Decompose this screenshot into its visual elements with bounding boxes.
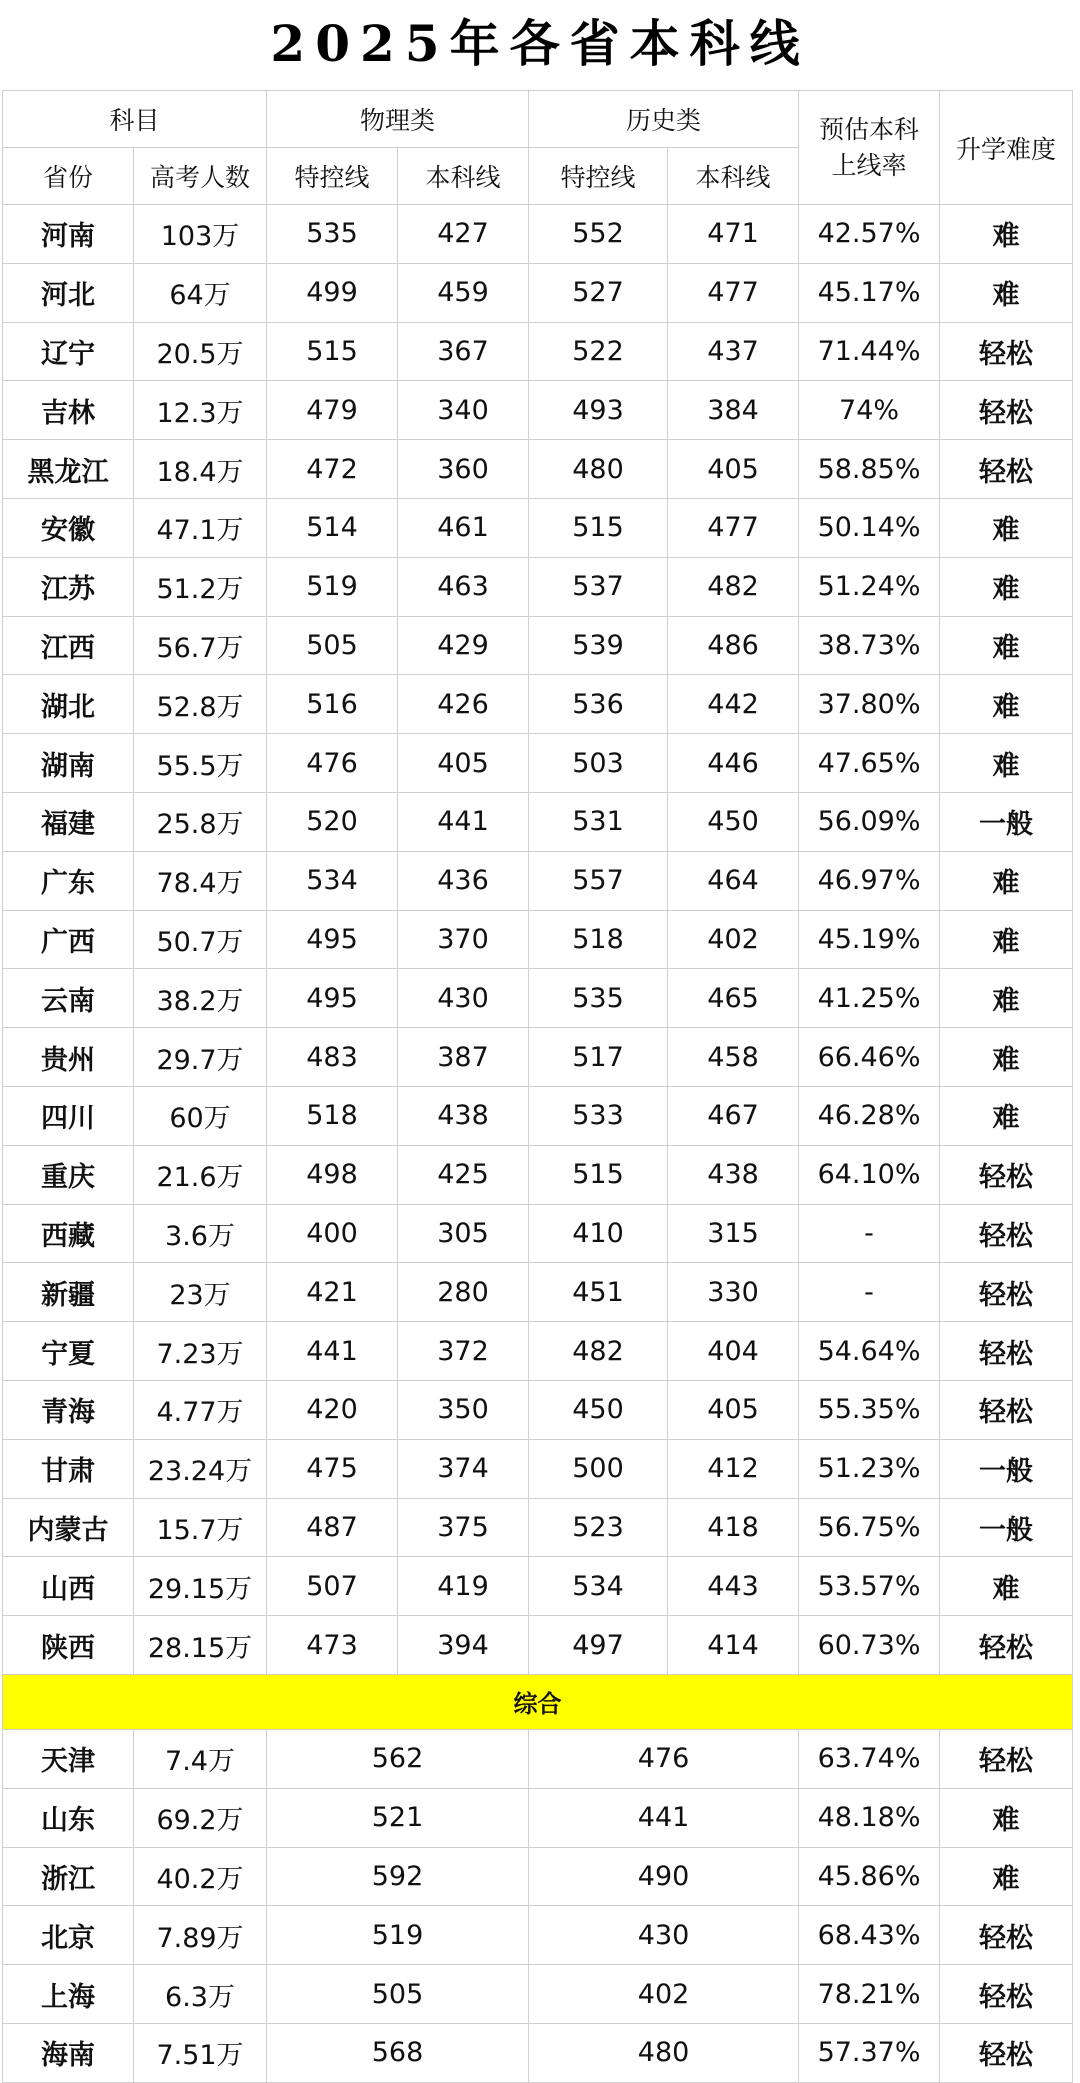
physics-special-cell: 535 [267, 205, 398, 264]
header-examinees: 高考人数 [134, 148, 267, 205]
province-cell: 北京 [3, 1906, 134, 1965]
physics-line-cell: 340 [398, 381, 529, 440]
table-row [3, 1380, 1073, 1439]
province-cell: 福建 [3, 792, 134, 851]
physics-line-cell: 375 [398, 1498, 529, 1557]
examinees-cell: 20.5万 [134, 322, 267, 381]
history-line-cell: 467 [668, 1086, 799, 1145]
examinees-cell: 38.2万 [134, 969, 267, 1028]
history-line-cell: 418 [668, 1498, 799, 1557]
physics-line-cell: 394 [398, 1616, 529, 1675]
header-physics-special: 特控线 [267, 148, 398, 205]
province-cell: 黑龙江 [3, 440, 134, 499]
physics-special-cell: 519 [267, 557, 398, 616]
examinees-cell: 6.3万 [134, 1965, 267, 2024]
rate-cell: 48.18% [799, 1788, 940, 1847]
rate-cell: 46.97% [799, 851, 940, 910]
history-special-cell: 535 [529, 969, 668, 1028]
table-row [3, 1906, 1073, 1965]
physics-line-cell: 405 [398, 734, 529, 793]
table-row [3, 1729, 1073, 1788]
difficulty-cell: 一般 [940, 1498, 1073, 1557]
history-special-cell: 517 [529, 1028, 668, 1087]
header-rate [799, 91, 940, 205]
history-special-cell: 503 [529, 734, 668, 793]
physics-line-cell: 427 [398, 205, 529, 264]
province-cell: 宁夏 [3, 1322, 134, 1381]
combined-section-row [3, 1674, 1073, 1729]
physics-line-cell: 367 [398, 322, 529, 381]
rate-cell: 64.10% [799, 1145, 940, 1204]
physics-special-cell: 514 [267, 498, 398, 557]
examinees-cell: 21.6万 [134, 1145, 267, 1204]
combined-special-cell: 562 [267, 1729, 529, 1788]
history-line-cell: 486 [668, 616, 799, 675]
difficulty-cell: 轻松 [940, 1380, 1073, 1439]
physics-special-cell: 518 [267, 1086, 398, 1145]
difficulty-cell: 轻松 [940, 2023, 1073, 2082]
difficulty-cell: 难 [940, 1788, 1073, 1847]
province-cell: 辽宁 [3, 322, 134, 381]
difficulty-cell: 一般 [940, 792, 1073, 851]
history-special-cell: 515 [529, 498, 668, 557]
physics-special-cell: 441 [267, 1322, 398, 1381]
table-row [3, 1204, 1073, 1263]
difficulty-cell: 难 [940, 851, 1073, 910]
physics-line-cell: 370 [398, 910, 529, 969]
examinees-cell: 69.2万 [134, 1788, 267, 1847]
physics-special-cell: 487 [267, 1498, 398, 1557]
physics-special-cell: 520 [267, 792, 398, 851]
combined-section-label: 综合 [3, 1674, 1073, 1729]
province-cell: 吉林 [3, 381, 134, 440]
history-special-cell: 515 [529, 1145, 668, 1204]
province-cell: 四川 [3, 1086, 134, 1145]
province-cell: 山西 [3, 1557, 134, 1616]
rate-cell: 53.57% [799, 1557, 940, 1616]
table-row [3, 1788, 1073, 1847]
table-row [3, 557, 1073, 616]
physics-line-cell: 459 [398, 263, 529, 322]
province-cell: 河北 [3, 263, 134, 322]
history-special-cell: 493 [529, 381, 668, 440]
province-cell: 新疆 [3, 1263, 134, 1322]
rate-cell: 56.09% [799, 792, 940, 851]
examinees-cell: 60万 [134, 1086, 267, 1145]
table-row [3, 2023, 1073, 2082]
physics-line-cell: 305 [398, 1204, 529, 1263]
header-history-special: 特控线 [529, 148, 668, 205]
examinees-cell: 7.23万 [134, 1322, 267, 1381]
examinees-cell: 28.15万 [134, 1616, 267, 1675]
history-special-cell: 537 [529, 557, 668, 616]
physics-special-cell: 420 [267, 1380, 398, 1439]
history-line-cell: 482 [668, 557, 799, 616]
difficulty-cell: 难 [940, 969, 1073, 1028]
examinees-cell: 3.6万 [134, 1204, 267, 1263]
combined-line-cell: 476 [529, 1729, 799, 1788]
physics-special-cell: 476 [267, 734, 398, 793]
rate-cell: 63.74% [799, 1729, 940, 1788]
examinees-cell: 51.2万 [134, 557, 267, 616]
difficulty-cell: 难 [940, 675, 1073, 734]
history-special-cell: 482 [529, 1322, 668, 1381]
province-cell: 贵州 [3, 1028, 134, 1087]
rate-cell: 51.24% [799, 557, 940, 616]
physics-special-cell: 473 [267, 1616, 398, 1675]
combined-special-cell: 505 [267, 1965, 529, 2024]
examinees-cell: 64万 [134, 263, 267, 322]
physics-line-cell: 387 [398, 1028, 529, 1087]
rate-cell: 57.37% [799, 2023, 940, 2082]
history-line-cell: 384 [668, 381, 799, 440]
physics-special-cell: 495 [267, 969, 398, 1028]
province-cell: 安徽 [3, 498, 134, 557]
table-row [3, 1145, 1073, 1204]
province-cell: 陕西 [3, 1616, 134, 1675]
history-line-cell: 315 [668, 1204, 799, 1263]
history-special-cell: 533 [529, 1086, 668, 1145]
physics-special-cell: 515 [267, 322, 398, 381]
difficulty-cell: 难 [940, 1086, 1073, 1145]
province-cell: 江西 [3, 616, 134, 675]
combined-line-cell: 430 [529, 1906, 799, 1965]
physics-line-cell: 280 [398, 1263, 529, 1322]
history-special-cell: 527 [529, 263, 668, 322]
combined-special-cell: 592 [267, 1847, 529, 1906]
header-history-line: 本科线 [668, 148, 799, 205]
table-row [3, 1086, 1073, 1145]
examinees-cell: 50.7万 [134, 910, 267, 969]
table-row [3, 675, 1073, 734]
examinees-cell: 18.4万 [134, 440, 267, 499]
physics-line-cell: 425 [398, 1145, 529, 1204]
rate-cell: 66.46% [799, 1028, 940, 1087]
physics-special-cell: 400 [267, 1204, 398, 1263]
rate-cell: - [799, 1204, 940, 1263]
province-cell: 青海 [3, 1380, 134, 1439]
table-row [3, 1616, 1073, 1675]
history-line-cell: 330 [668, 1263, 799, 1322]
header-physics: 物理类 [267, 91, 529, 148]
history-line-cell: 464 [668, 851, 799, 910]
table-row [3, 1498, 1073, 1557]
physics-line-cell: 419 [398, 1557, 529, 1616]
history-line-cell: 446 [668, 734, 799, 793]
difficulty-cell: 难 [940, 734, 1073, 793]
table-row [3, 1965, 1073, 2024]
history-line-cell: 405 [668, 1380, 799, 1439]
table-row [3, 792, 1073, 851]
difficulty-cell: 轻松 [940, 1145, 1073, 1204]
physics-special-cell: 483 [267, 1028, 398, 1087]
examinees-cell: 52.8万 [134, 675, 267, 734]
combined-line-cell: 490 [529, 1847, 799, 1906]
difficulty-cell: 难 [940, 498, 1073, 557]
history-special-cell: 518 [529, 910, 668, 969]
difficulty-cell: 轻松 [940, 440, 1073, 499]
examinees-cell: 29.7万 [134, 1028, 267, 1087]
difficulty-cell: 轻松 [940, 322, 1073, 381]
combined-line-cell: 441 [529, 1788, 799, 1847]
table-row [3, 1263, 1073, 1322]
examinees-cell: 103万 [134, 205, 267, 264]
physics-line-cell: 350 [398, 1380, 529, 1439]
table-row [3, 851, 1073, 910]
examinees-cell: 23.24万 [134, 1439, 267, 1498]
examinees-cell: 23万 [134, 1263, 267, 1322]
province-cell: 河南 [3, 205, 134, 264]
physics-line-cell: 429 [398, 616, 529, 675]
history-line-cell: 437 [668, 322, 799, 381]
rate-cell: 38.73% [799, 616, 940, 675]
rate-cell: 78.21% [799, 1965, 940, 2024]
history-special-cell: 523 [529, 1498, 668, 1557]
province-cell: 上海 [3, 1965, 134, 2024]
header-rate-line2: 上线率 [831, 150, 907, 180]
table-row [3, 440, 1073, 499]
history-special-cell: 539 [529, 616, 668, 675]
physics-line-cell: 436 [398, 851, 529, 910]
table-row [3, 381, 1073, 440]
combined-special-cell: 568 [267, 2023, 529, 2082]
rate-cell: 60.73% [799, 1616, 940, 1675]
history-special-cell: 531 [529, 792, 668, 851]
page-title: 2025年各省本科线 [270, 14, 810, 73]
history-line-cell: 414 [668, 1616, 799, 1675]
rate-cell: 74% [799, 381, 940, 440]
rate-cell: 50.14% [799, 498, 940, 557]
history-line-cell: 412 [668, 1439, 799, 1498]
table-row [3, 734, 1073, 793]
table-row [3, 263, 1073, 322]
table-row [3, 969, 1073, 1028]
examinees-cell: 4.77万 [134, 1380, 267, 1439]
header-physics-line: 本科线 [398, 148, 529, 205]
difficulty-cell: 轻松 [940, 1729, 1073, 1788]
examinees-cell: 40.2万 [134, 1847, 267, 1906]
table-row [3, 1322, 1073, 1381]
physics-line-cell: 374 [398, 1439, 529, 1498]
physics-line-cell: 360 [398, 440, 529, 499]
history-line-cell: 477 [668, 263, 799, 322]
header-rate-line1: 预估本科 [819, 114, 920, 144]
history-line-cell: 450 [668, 792, 799, 851]
history-special-cell: 480 [529, 440, 668, 499]
rate-cell: 56.75% [799, 1498, 940, 1557]
difficulty-cell: 一般 [940, 1439, 1073, 1498]
difficulty-cell: 轻松 [940, 1322, 1073, 1381]
difficulty-cell: 难 [940, 263, 1073, 322]
history-special-cell: 534 [529, 1557, 668, 1616]
history-line-cell: 402 [668, 910, 799, 969]
province-cell: 重庆 [3, 1145, 134, 1204]
rate-cell: 42.57% [799, 205, 940, 264]
score-table [2, 90, 1073, 2083]
table-row [3, 910, 1073, 969]
physics-special-cell: 534 [267, 851, 398, 910]
examinees-cell: 25.8万 [134, 792, 267, 851]
examinees-cell: 15.7万 [134, 1498, 267, 1557]
history-special-cell: 497 [529, 1616, 668, 1675]
table-body [3, 91, 1073, 2083]
table-row [3, 322, 1073, 381]
rate-cell: 37.80% [799, 675, 940, 734]
physics-line-cell: 372 [398, 1322, 529, 1381]
history-special-cell: 552 [529, 205, 668, 264]
history-line-cell: 465 [668, 969, 799, 1028]
rate-cell: 68.43% [799, 1906, 940, 1965]
province-cell: 广东 [3, 851, 134, 910]
rate-cell: 45.86% [799, 1847, 940, 1906]
physics-special-cell: 505 [267, 616, 398, 675]
header-difficulty: 升学难度 [940, 91, 1073, 205]
province-cell: 山东 [3, 1788, 134, 1847]
history-line-cell: 458 [668, 1028, 799, 1087]
history-line-cell: 477 [668, 498, 799, 557]
rate-cell: 45.19% [799, 910, 940, 969]
table-row [3, 616, 1073, 675]
history-line-cell: 471 [668, 205, 799, 264]
rate-cell: 45.17% [799, 263, 940, 322]
province-cell: 云南 [3, 969, 134, 1028]
history-line-cell: 438 [668, 1145, 799, 1204]
physics-special-cell: 475 [267, 1439, 398, 1498]
examinees-cell: 78.4万 [134, 851, 267, 910]
history-special-cell: 500 [529, 1439, 668, 1498]
difficulty-cell: 难 [940, 1557, 1073, 1616]
province-cell: 江苏 [3, 557, 134, 616]
history-special-cell: 410 [529, 1204, 668, 1263]
rate-cell: 58.85% [799, 440, 940, 499]
examinees-cell: 47.1万 [134, 498, 267, 557]
history-line-cell: 442 [668, 675, 799, 734]
examinees-cell: 55.5万 [134, 734, 267, 793]
table-row [3, 1439, 1073, 1498]
history-special-cell: 450 [529, 1380, 668, 1439]
province-cell: 广西 [3, 910, 134, 969]
table-row [3, 205, 1073, 264]
history-special-cell: 536 [529, 675, 668, 734]
rate-cell: 51.23% [799, 1439, 940, 1498]
difficulty-cell: 轻松 [940, 1204, 1073, 1263]
physics-special-cell: 479 [267, 381, 398, 440]
difficulty-cell: 轻松 [940, 1965, 1073, 2024]
examinees-cell: 56.7万 [134, 616, 267, 675]
physics-special-cell: 507 [267, 1557, 398, 1616]
difficulty-cell: 难 [940, 1847, 1073, 1906]
table-row [3, 498, 1073, 557]
examinees-cell: 7.89万 [134, 1906, 267, 1965]
rate-cell: 41.25% [799, 969, 940, 1028]
combined-special-cell: 519 [267, 1906, 529, 1965]
table-row [3, 1557, 1073, 1616]
combined-line-cell: 402 [529, 1965, 799, 2024]
rate-cell: 47.65% [799, 734, 940, 793]
difficulty-cell: 轻松 [940, 1616, 1073, 1675]
difficulty-cell: 难 [940, 557, 1073, 616]
physics-line-cell: 438 [398, 1086, 529, 1145]
history-special-cell: 522 [529, 322, 668, 381]
physics-line-cell: 430 [398, 969, 529, 1028]
physics-special-cell: 472 [267, 440, 398, 499]
rate-cell: 71.44% [799, 322, 940, 381]
examinees-cell: 29.15万 [134, 1557, 267, 1616]
history-line-cell: 405 [668, 440, 799, 499]
physics-line-cell: 461 [398, 498, 529, 557]
rate-cell: 46.28% [799, 1086, 940, 1145]
province-cell: 内蒙古 [3, 1498, 134, 1557]
combined-line-cell: 480 [529, 2023, 799, 2082]
rate-cell: 54.64% [799, 1322, 940, 1381]
physics-special-cell: 516 [267, 675, 398, 734]
header-row-1 [3, 91, 1073, 148]
province-cell: 浙江 [3, 1847, 134, 1906]
physics-line-cell: 426 [398, 675, 529, 734]
physics-special-cell: 498 [267, 1145, 398, 1204]
history-special-cell: 451 [529, 1263, 668, 1322]
table-row [3, 1028, 1073, 1087]
examinees-cell: 12.3万 [134, 381, 267, 440]
history-line-cell: 443 [668, 1557, 799, 1616]
difficulty-cell: 轻松 [940, 381, 1073, 440]
physics-special-cell: 495 [267, 910, 398, 969]
header-subject: 科目 [3, 91, 267, 148]
difficulty-cell: 轻松 [940, 1263, 1073, 1322]
physics-special-cell: 499 [267, 263, 398, 322]
difficulty-cell: 难 [940, 910, 1073, 969]
examinees-cell: 7.51万 [134, 2023, 267, 2082]
province-cell: 甘肃 [3, 1439, 134, 1498]
province-cell: 西藏 [3, 1204, 134, 1263]
province-cell: 海南 [3, 2023, 134, 2082]
history-special-cell: 557 [529, 851, 668, 910]
rate-cell: 55.35% [799, 1380, 940, 1439]
province-cell: 湖南 [3, 734, 134, 793]
table-row [3, 1847, 1073, 1906]
rate-cell: - [799, 1263, 940, 1322]
examinees-cell: 7.4万 [134, 1729, 267, 1788]
difficulty-cell: 轻松 [940, 1906, 1073, 1965]
physics-line-cell: 463 [398, 557, 529, 616]
province-cell: 天津 [3, 1729, 134, 1788]
combined-special-cell: 521 [267, 1788, 529, 1847]
difficulty-cell: 难 [940, 205, 1073, 264]
physics-line-cell: 441 [398, 792, 529, 851]
difficulty-cell: 难 [940, 1028, 1073, 1087]
difficulty-cell: 难 [940, 616, 1073, 675]
history-line-cell: 404 [668, 1322, 799, 1381]
province-cell: 湖北 [3, 675, 134, 734]
header-history: 历史类 [529, 91, 799, 148]
header-province: 省份 [3, 148, 134, 205]
physics-special-cell: 421 [267, 1263, 398, 1322]
